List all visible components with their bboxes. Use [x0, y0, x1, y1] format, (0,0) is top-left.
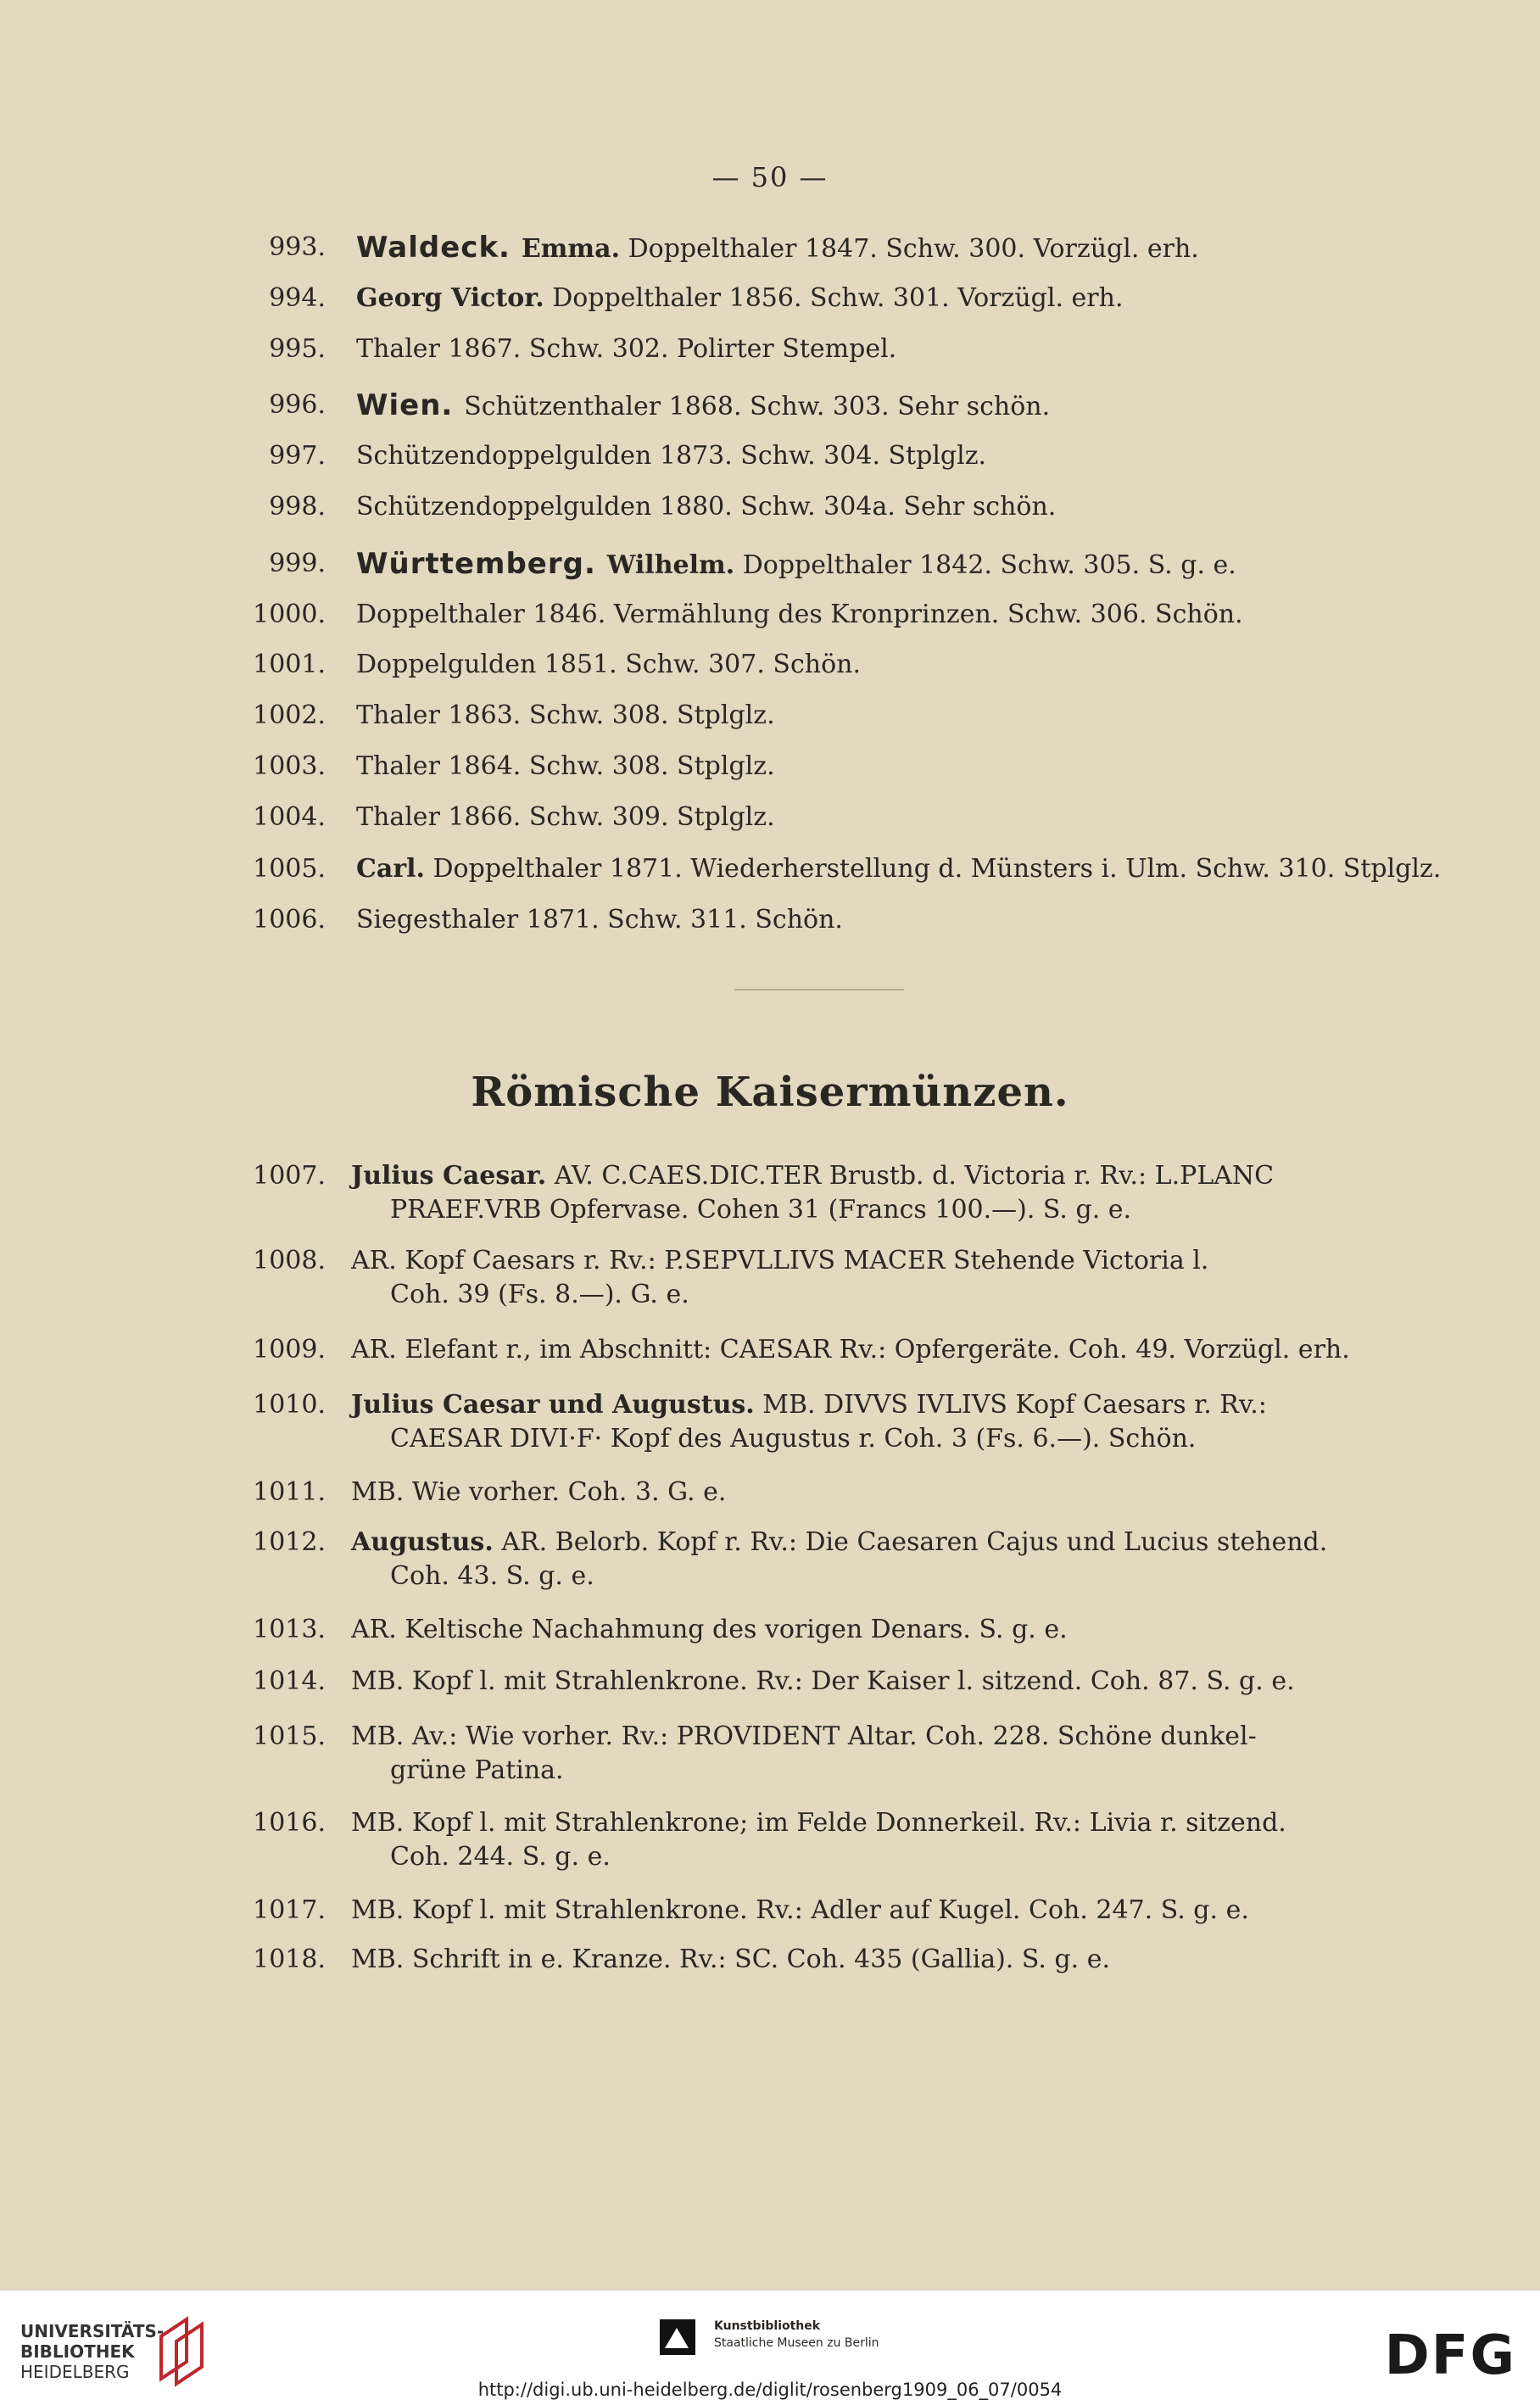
kb-line-2: Staatliche Museen zu Berlin	[714, 2336, 879, 2350]
entry-number: 998.	[269, 492, 326, 522]
section-divider	[734, 989, 904, 990]
uni-line-1: UNIVERSITÄTS-	[20, 2321, 165, 2341]
entry-description: Doppelgulden 1851. Schw. 307. Schön.	[356, 650, 862, 679]
entry-text	[356, 231, 1199, 266]
entry-text	[351, 1665, 1295, 1699]
entry-text	[356, 490, 1056, 524]
entry-number: 1010.	[253, 1390, 326, 1420]
entry-ruler-name: Georg Victor.	[356, 283, 544, 313]
entry-ruler-name: Julius Caesar.	[351, 1161, 547, 1191]
university-library-name	[20, 2321, 164, 2382]
entry-description: MB. Av.: Wie vorher. Rv.: PROVIDENT Altar. Coh. 228. Schöne dunkel-	[351, 1721, 1257, 1751]
entry-text	[351, 1388, 1267, 1422]
entry-place-name: Württemberg.	[356, 547, 607, 581]
uni-line-3: HEIDELBERG	[20, 2362, 130, 2382]
entry-description: AR. Elefant r., im Abschnitt: CAESAR Rv.: Opfergeräte. Coh. 49. Vorzügl. erh.	[351, 1335, 1350, 1364]
entry-ruler-name: Augustus.	[351, 1527, 494, 1557]
entry-text	[356, 547, 1236, 583]
entry-text	[356, 801, 775, 834]
dfg-logo: DFG	[1384, 2324, 1516, 2387]
kunstbibliothek-text	[714, 2318, 879, 2352]
entry-ruler-name: Emma.	[521, 234, 621, 264]
uni-line-2: BIBLIOTHEK	[20, 2341, 135, 2362]
entry-number: 1001.	[253, 650, 326, 679]
entry-continuation: CAESAR DIVI·F· Kopf des Augustus r. Coh. 3 (Fs. 6.—). Schön.	[390, 1424, 1197, 1454]
entry-text	[351, 1333, 1350, 1367]
entry-text	[351, 1476, 726, 1509]
entry-ruler-name: Carl.	[356, 854, 425, 884]
entry-number: 1012.	[253, 1527, 326, 1557]
entry-description: MB. DIVVS IVLIVS Kopf Caesars r. Rv.:	[754, 1390, 1267, 1420]
entry-description: MB. Kopf l. mit Strahlenkrone. Rv.: Der Kaiser l. sitzend. Coh. 87. S. g. e.	[351, 1666, 1295, 1696]
entry-number: 997.	[269, 441, 326, 471]
entry-number: 995.	[269, 334, 326, 364]
entry-description: Doppelthaler 1847. Schw. 300. Vorzügl. erh.	[620, 234, 1199, 264]
entry-place-name: Wien.	[356, 388, 465, 422]
entry-number: 1009.	[253, 1335, 326, 1364]
entry-text	[351, 1244, 1208, 1278]
entry-text	[356, 598, 1243, 632]
entry-number: 1016.	[253, 1808, 326, 1838]
entry-description: Doppelthaler 1871. Wiederherstellung d. Münsters i. Ulm. Schw. 310. Stplglz.	[424, 854, 1442, 884]
page-number: — 50 —	[711, 161, 829, 193]
entry-number: 1000.	[253, 600, 326, 629]
entry-number: 1006.	[253, 905, 326, 935]
entry-number: 994.	[269, 283, 326, 313]
entry-description: Doppelthaler 1856. Schw. 301. Vorzügl. erh.	[544, 283, 1124, 313]
entry-number: 993.	[269, 232, 326, 262]
entry-text	[351, 1806, 1286, 1840]
entry-description: Thaler 1866. Schw. 309. Stplglz.	[356, 802, 775, 832]
entry-continuation: PRAEF.VRB Opfervase. Cohen 31 (Francs 100.—). S. g. e.	[390, 1195, 1132, 1225]
entry-text	[356, 750, 775, 784]
entry-number: 1014.	[253, 1666, 326, 1696]
entry-description: MB. Schrift in e. Kranze. Rv.: SC. Coh. 435 (Gallia). S. g. e.	[351, 1945, 1111, 1974]
entry-description: Thaler 1867. Schw. 302. Polirter Stempel.	[356, 334, 897, 364]
entry-description: MB. Kopf l. mit Strahlenkrone. Rv.: Adler auf Kugel. Coh. 247. S. g. e.	[351, 1895, 1249, 1925]
entry-number: 1011.	[253, 1477, 326, 1507]
entry-text	[356, 282, 1124, 315]
entry-continuation: Coh. 43. S. g. e.	[390, 1561, 594, 1591]
entry-description: Schützendoppelgulden 1880. Schw. 304a. Sehr schön.	[356, 492, 1057, 522]
source-url[interactable]: http://digi.ub.uni-heidelberg.de/diglit/rosenberg1909_06_07/0054	[477, 2380, 1063, 2400]
entry-description: AV. C.CAES.DIC.TER Brustb. d. Victoria r. Rv.: L.PLANC	[546, 1161, 1275, 1191]
entry-text	[356, 903, 843, 937]
entry-number: 1017.	[253, 1895, 326, 1925]
entry-text	[356, 439, 986, 473]
entry-text	[356, 699, 775, 733]
entry-number: 1007.	[253, 1161, 326, 1191]
entry-description: AR. Belorb. Kopf r. Rv.: Die Caesaren Cajus und Lucius stehend.	[493, 1527, 1328, 1557]
entry-description: Thaler 1864. Schw. 308. Stplglz.	[356, 751, 775, 781]
entry-description: Schützendoppelgulden 1873. Schw. 304. Stplglz.	[356, 441, 987, 471]
entry-number: 1015.	[253, 1721, 326, 1751]
entry-number: 1004.	[253, 802, 326, 832]
entry-text	[356, 332, 896, 366]
entry-description: Thaler 1863. Schw. 308. Stplglz.	[356, 700, 775, 730]
entry-continuation: Coh. 244. S. g. e.	[390, 1842, 611, 1872]
entry-number: 999.	[269, 549, 326, 578]
entry-ruler-name: Julius Caesar und Augustus.	[351, 1390, 755, 1420]
entry-description: MB. Kopf l. mit Strahlenkrone; im Felde Donnerkeil. Rv.: Livia r. sitzend.	[351, 1808, 1286, 1838]
entry-description: AR. Kopf Caesars r. Rv.: P.SEPVLLIVS MACER Stehende Victoria l.	[351, 1246, 1209, 1275]
footer-bar	[0, 2290, 1540, 2405]
entry-text	[351, 1159, 1274, 1193]
entry-number: 1013.	[253, 1615, 326, 1644]
entry-description: AR. Keltische Nachahmung des vorigen Denars. S. g. e.	[351, 1615, 1068, 1644]
entry-number: 996.	[269, 390, 326, 420]
entry-place-name: Waldeck.	[356, 231, 522, 265]
kunstbibliothek-logo-icon	[656, 2316, 699, 2358]
entry-description: Siegesthaler 1871. Schw. 311. Schön.	[356, 905, 843, 935]
entry-continuation: Coh. 39 (Fs. 8.—). G. e.	[390, 1280, 689, 1309]
entry-description: Doppelthaler 1842. Schw. 305. S. g. e.	[734, 550, 1236, 580]
entry-text	[351, 1613, 1068, 1647]
entry-number: 1003.	[253, 751, 326, 781]
entry-number: 1018.	[253, 1945, 326, 1974]
entry-number: 1002.	[253, 700, 326, 730]
entry-text	[351, 1943, 1110, 1977]
section-heading: Römische Kaisermünzen.	[471, 1069, 1069, 1116]
entry-ruler-name: Wilhelm.	[606, 550, 735, 580]
university-logo-icon	[153, 2311, 212, 2387]
entry-continuation: grüne Patina.	[390, 1755, 564, 1785]
entry-text	[351, 1526, 1327, 1560]
entry-text	[356, 852, 1441, 886]
entry-number: 1008.	[253, 1246, 326, 1275]
entry-description: Doppelthaler 1846. Vermählung des Kronprinzen. Schw. 306. Schön.	[356, 600, 1243, 629]
entry-description: MB. Wie vorher. Coh. 3. G. e.	[351, 1477, 727, 1507]
entry-text	[351, 1720, 1257, 1754]
entry-number: 1005.	[253, 854, 326, 884]
kb-line-1: Kunstbibliothek	[714, 2319, 821, 2333]
entry-text	[351, 1894, 1249, 1928]
entry-text	[356, 648, 861, 682]
entry-text	[356, 388, 1050, 424]
entry-description: Schützenthaler 1868. Schw. 303. Sehr schön.	[464, 392, 1051, 421]
